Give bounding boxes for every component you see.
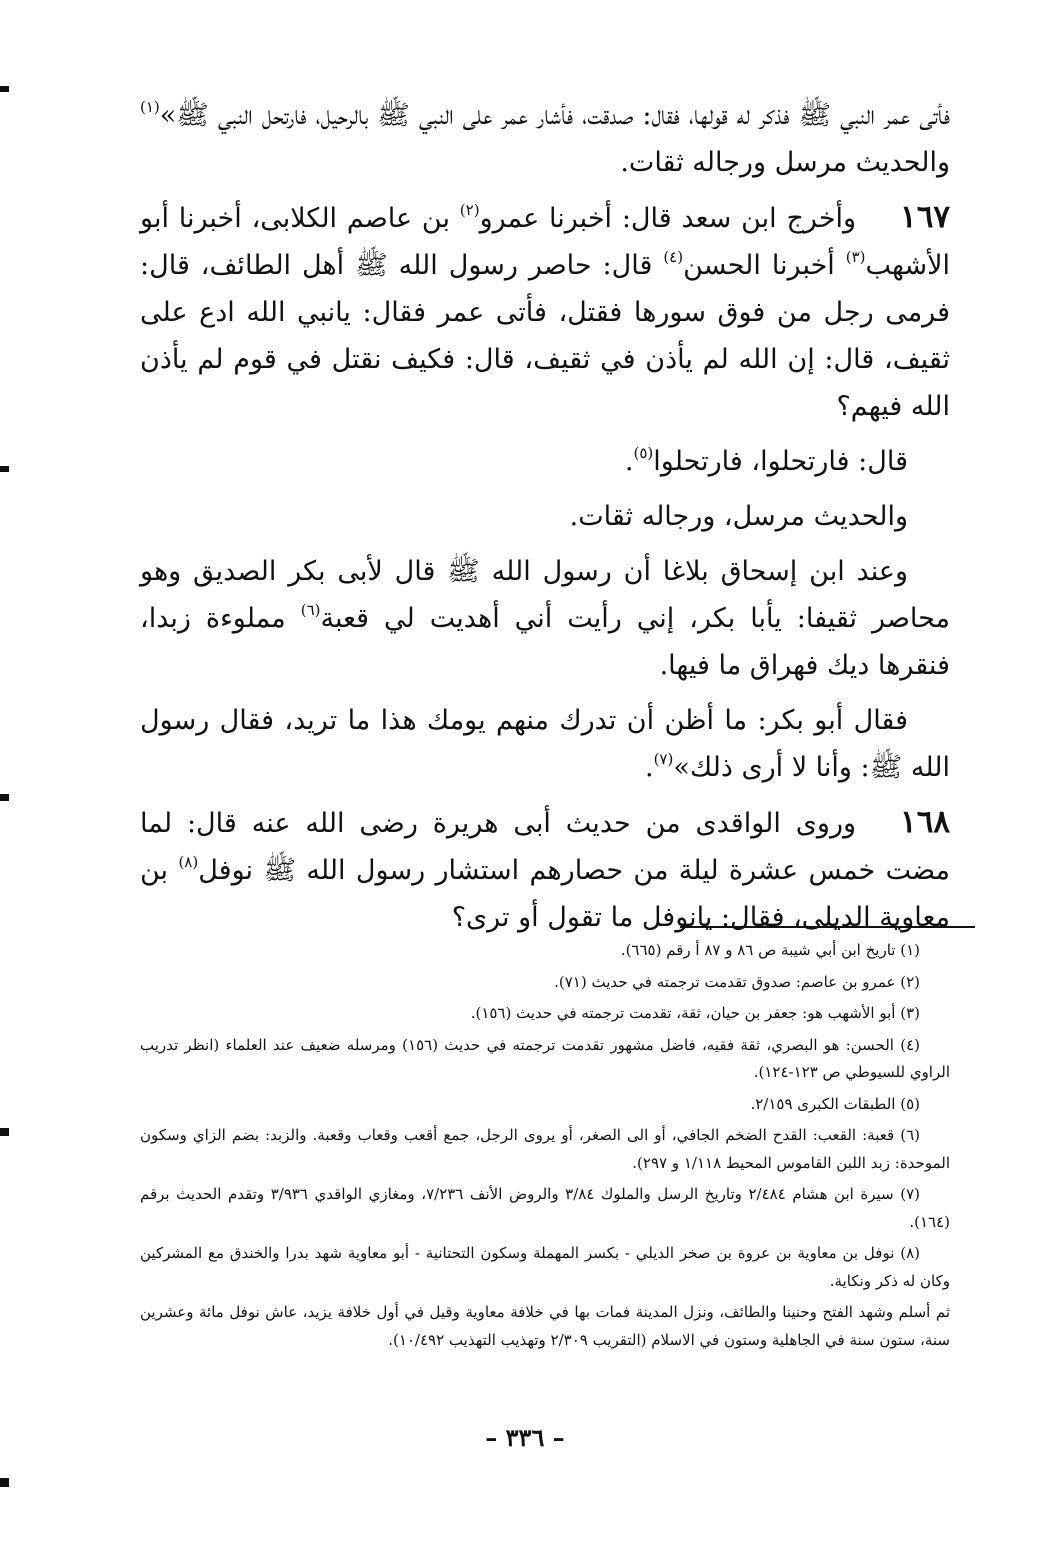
footnote-ref: (٢) <box>459 201 480 219</box>
scan-edge-mark <box>0 466 9 472</box>
paragraph-1: فأتى عمر النبي ﷺ فذكر له قولها، فقال: صدقت، فأشار عمر على النبي ﷺ بالرحيل، فارتحل النبي ﷺ»$^{(١)}$ والحديث مرسل ورجاله ثقات. <box>140 98 950 178</box>
footnote-ref: (٥) <box>633 444 654 462</box>
footnote-3: (٣) أبو الأشهب هو: جعفر بن حيان، ثقة، تقدمت ترجمته في حديث (١٥٦). <box>470 1004 920 1022</box>
scan-edge-mark <box>0 1478 9 1487</box>
scan-edge-mark <box>0 86 9 92</box>
footnote-4: (٤) الحسن: هو البصري، ثقة فقيه، فاضل مشهور تقدمت ترجمته في حديث (١٥٦) ومرسله ضعيف عند العلماء (انظر تدريب الراوي للسيوطي ص ١٢٣-١٢٤). <box>140 1035 950 1081</box>
footnotes <box>140 937 950 1358</box>
footnote-7: (٧) سيرة ابن هشام ٢/٤٨٤ وتاريخ الرسل والملوك ٣/٨٤ والروض الأنف ٧/٢٣٦، ومغازي الواقدي ٣/٩٣٦ وتقدم الحديث برقم (١٦٤). <box>140 1185 950 1231</box>
hadith-168: ١٦٨وروى الواقدى من حديث أبى هريرة رضى الله عنه قال: لما مضت خمس عشرة ليلة من حصارهم استشار رسول الله ﷺ نوفل$^{(٨)}$ بن معاوية الديلى، فقال: يانوفل ما تقول أو ترى؟ <box>140 804 951 933</box>
footnote-ref: (٦) <box>300 601 321 619</box>
paragraph-5: وعند ابن إسحاق بلاغا أن رسول الله ﷺ قال لأبى بكر الصديق وهو محاصر ثقيفا: يأبا بكر، إني رأيت أني أهديت لي قعبة$^{(٦)}$ مملوءة زبدا، فنقرها ديك فهراق ما فيها. <box>140 556 950 681</box>
footnote-5: (٥) الطبقات الكبرى ٢/١٥٩. <box>750 1094 920 1113</box>
hadith-167: ١٦٧وأخرج ابن سعد قال: أخبرنا عمرو$^{(٢)}$ بن عاصم الكلابى، أخبرنا أبو الأشهب$^{(٣)}$ أخبرنا الحسن$^{(٤)}$ قال: حاصر رسول الله ﷺ أهل الطائف، قال: فرمى رجل من فوق سورها فقتل، فأتى عمر فقال: يانبي الله ادع على ثقيف، قال: إن الله لم يأذن في ثقيف، قال: فكيف نقتل في قوم لم يأذن الله فيهم؟ <box>140 199 950 422</box>
scan-edge-mark <box>0 794 9 801</box>
footnote-ref: (٣) <box>845 248 866 266</box>
scan-edge-mark <box>0 1128 9 1136</box>
footnote-ref: (٤) <box>663 248 684 266</box>
footnote-1: (١) تاريخ ابن أبي شيبة ص ٨٦ و ٨٧ أ رقم (٦٦٥). <box>620 941 920 959</box>
paragraph-4: والحديث مرسل، ورجاله ثقات. <box>569 501 908 532</box>
footnote-6: (٦) قعبة: القعب: القدح الضخم الجافي، أو الى الصغر، أو يروى الرجل، جمع أقعب وقعاب وقعبة. والزبد: بضم الزاي وسكون الموحدة: زبد اللبن القاموس المحيط ١/١١٨ و ٢٩٧). <box>140 1126 950 1172</box>
footnote-ref: (٧) <box>653 750 674 768</box>
footnote-8: (٨) نوفل بن معاوية بن عروة بن صخر الديلي - بكسر المهملة وسكون التحتانية - أبو معاوية شهد بدرا والخندق مع المشركين وكان له ذكر ونكاية. <box>140 1244 950 1290</box>
hadith-number: ١٦٧ <box>900 199 950 235</box>
footnote-ref: (١) <box>140 98 160 116</box>
paragraph-3: قال: فارتحلوا، فارتحلوا$^{(٥)}$. <box>624 444 908 477</box>
footnote-ref: (٨) <box>178 853 199 871</box>
footnote-divider <box>680 926 975 928</box>
footnote-2: (٢) عمرو بن عاصم: صدوق تقدمت ترجمته في حديث (٧١). <box>554 972 920 991</box>
main-text <box>140 92 950 949</box>
footnote-8-continued: ثم أسلم وشهد الفتح وحنينا والطائف، ونزل المدينة فمات بها في خلافة معاوية وقيل في أول خلافة يزيد، عاش نوفل مائة وعشرين سنة، ستون سنة في الجاهلية وستون في الاسلام (التقريب ٢/٣٠٩ وتهذيب التهذيب ١٠/٤٩٢). <box>140 1303 950 1349</box>
paragraph-6: فقال أبو بكر: ما أظن أن تدرك منهم يومك هذا ما تريد، فقال رسول الله ﷺ: وأنا لا أرى ذلك»$^{(٧)}$. <box>140 705 950 783</box>
page-number: – ٣٣٦ – <box>485 1423 565 1452</box>
hadith-number: ١٦٨ <box>900 804 950 840</box>
